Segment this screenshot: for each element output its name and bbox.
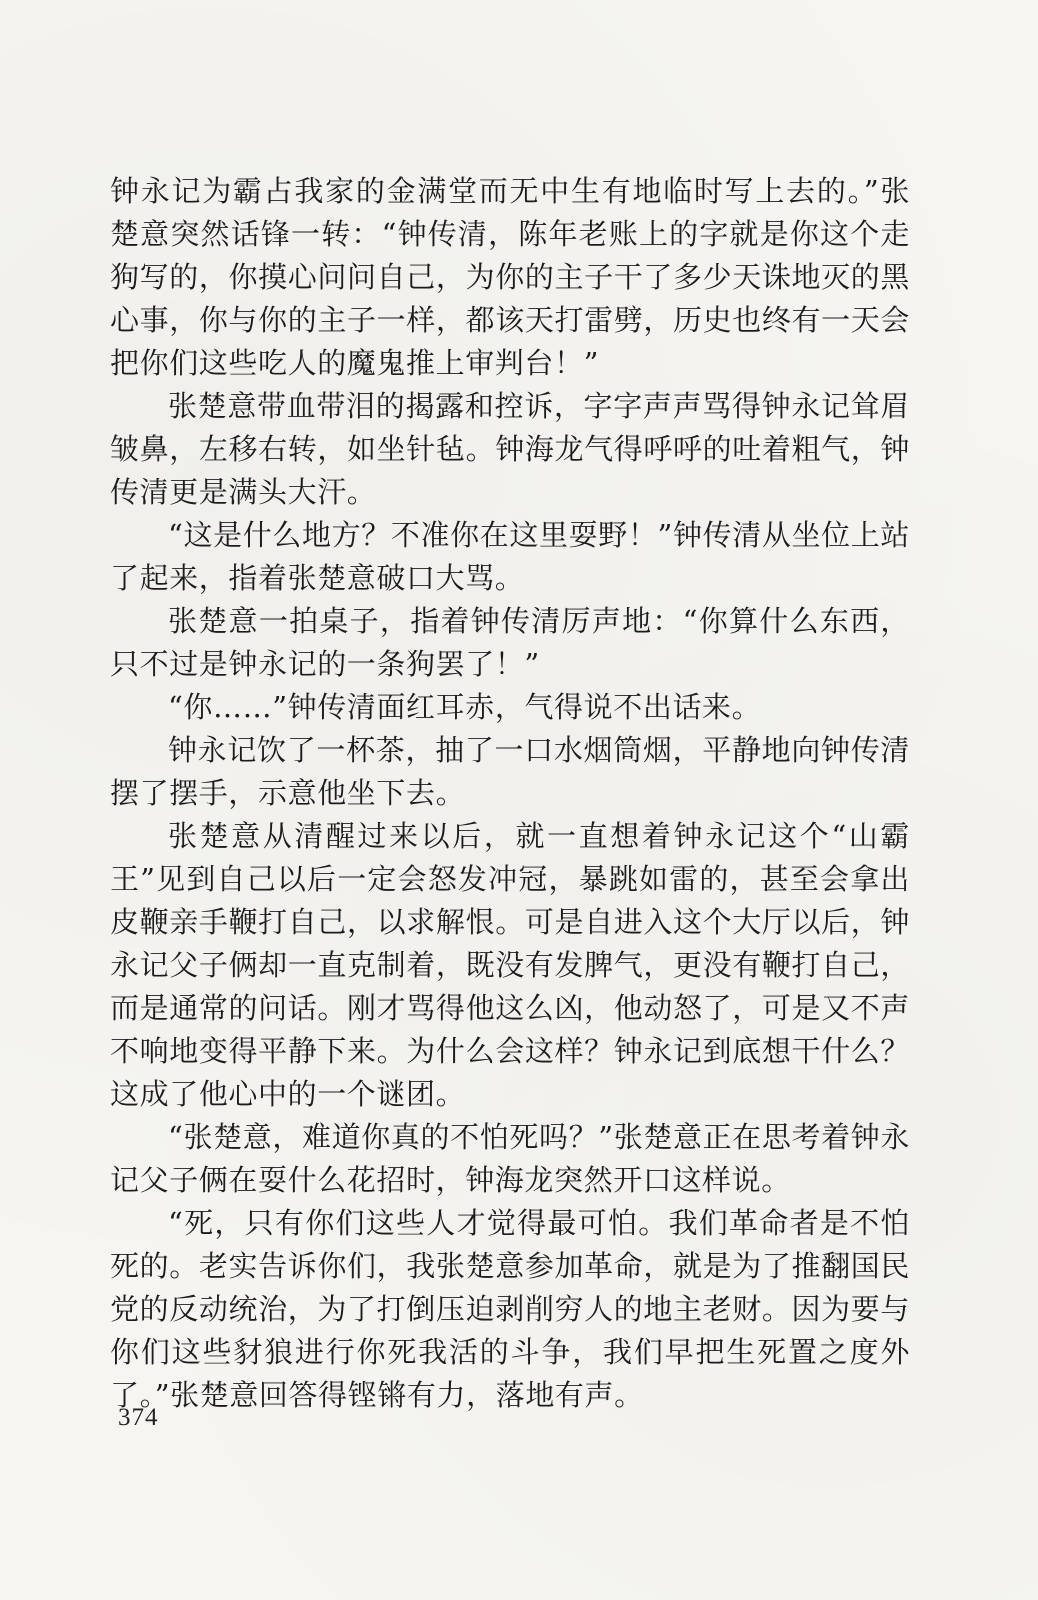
- page-number: 374: [118, 1404, 159, 1431]
- paragraph: “这是什么地方？不准你在这里耍野！”钟传清从坐位上站了起来，指着张楚意破口大骂。: [110, 518, 910, 595]
- paragraph: “张楚意，难道你真的不怕死吗？”张楚意正在思考着钟永记父子俩在耍什么花招时，钟海龙突然开口这样说。: [110, 1120, 910, 1197]
- paragraph: 张楚意带血带泪的揭露和控诉，字字声声骂得钟永记耸眉皱鼻，左移右转，如坐针毡。钟海龙气得呼呼的吐着粗气，钟传清更是满头大汗。: [110, 389, 910, 509]
- paragraph: 钟永记为霸占我家的金满堂而无中生有地临时写上去的。”张楚意突然话锋一转：“钟传清，陈年老账上的字就是你这个走狗写的，你摸心问问自己，为你的主子干了多少天诛地灭的黑心事，你与你的主子一样，都该天打雷劈，历史也终有一天会把你们这些吃人的魔鬼推上审判台！”: [110, 174, 910, 380]
- paragraph: “你……”钟传清面红耳赤，气得说不出话来。: [168, 690, 762, 724]
- paragraph: 钟永记饮了一杯茶，抽了一口水烟筒烟，平静地向钟传清摆了摆手，示意他坐下去。: [110, 733, 910, 810]
- paragraph: 张楚意从清醒过来以后，就一直想着钟永记这个“山霸王”见到自己以后一定会怒发冲冠，暴跳如雷的，甚至会拿出皮鞭亲手鞭打自己，以求解恨。可是自进入这个大厅以后，钟永记父子俩却一直克制着，既没有发脾气，更没有鞭打自己，而是通常的问话。刚才骂得他这么凶，他动怒了，可是又不声不响地变得平静下来。为什么会这样？钟永记到底想干什么？这成了他心中的一个谜团。: [110, 819, 910, 1111]
- paragraph: 张楚意一拍桌子，指着钟传清厉声地：“你算什么东西，只不过是钟永记的一条狗罢了！”: [110, 604, 910, 681]
- body-text: [110, 170, 910, 1417]
- paragraph: “死，只有你们这些人才觉得最可怕。我们革命者是不怕死的。老实告诉你们，我张楚意参加革命，就是为了推翻国民党的反动统治，为了打倒压迫剥削穷人的地主老财。因为要与你们这些豺狼进行你死我活的斗争，我们早把生死置之度外了。”张楚意回答得铿锵有力，落地有声。: [110, 1206, 910, 1412]
